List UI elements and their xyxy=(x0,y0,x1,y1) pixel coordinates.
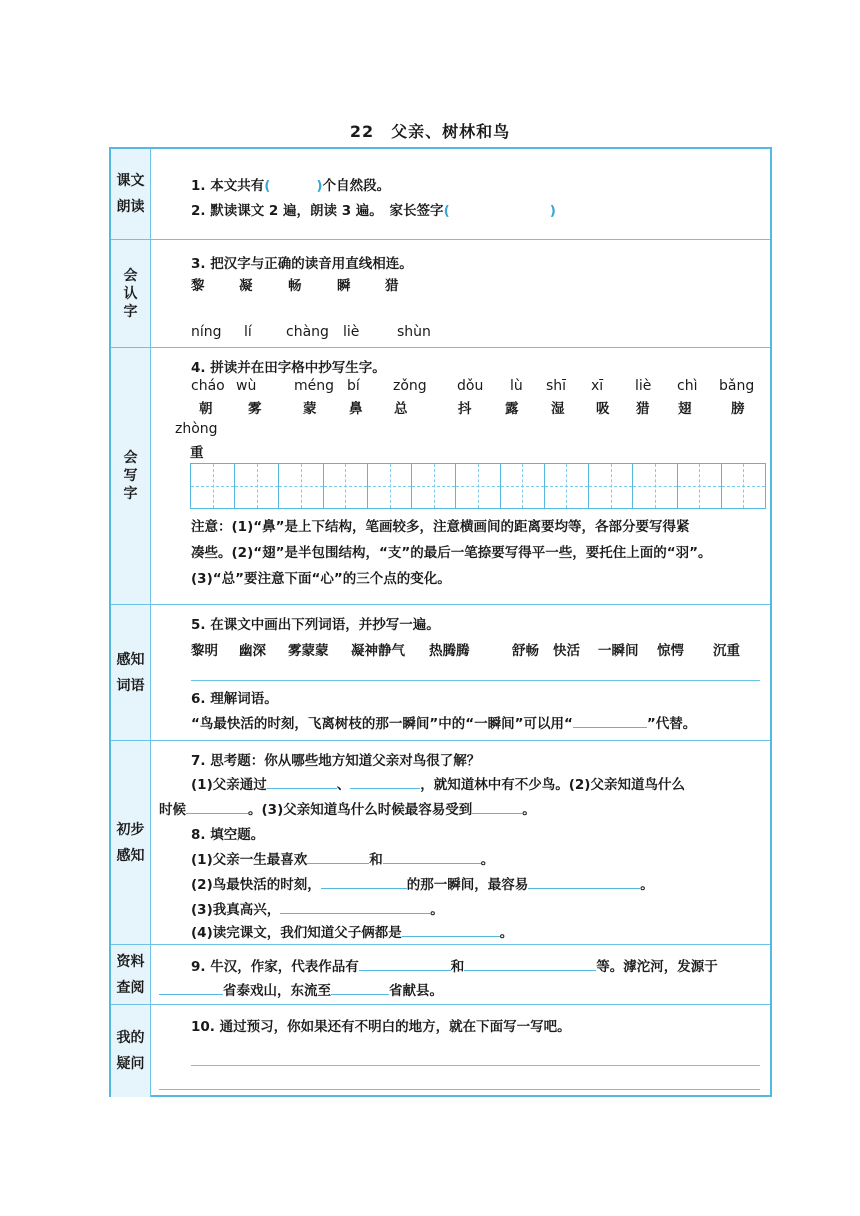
answer-blank[interactable] xyxy=(383,849,481,864)
hanzi-char: 鼻 xyxy=(349,401,363,417)
question-10: 10. 通过预习，你如果还有不明白的地方，就在下面写一写吧。 xyxy=(191,1019,571,1035)
hanzi-char: 雾 xyxy=(248,401,262,417)
hanzi-char: 黎 xyxy=(191,278,205,294)
answer-blank[interactable] xyxy=(528,874,640,889)
tianzige-cell[interactable] xyxy=(412,464,456,508)
answer-blank[interactable] xyxy=(280,899,430,914)
pinyin: níng xyxy=(191,324,222,340)
section-words xyxy=(111,604,770,740)
tianzige-cell[interactable] xyxy=(678,464,722,508)
pinyin: liè xyxy=(343,324,360,340)
pinyin-zhong: zhòng xyxy=(175,421,218,437)
vocab-word: 沉重 xyxy=(713,643,740,659)
section-reading xyxy=(111,149,770,239)
tianzige-grid[interactable] xyxy=(190,463,766,509)
section-reference xyxy=(111,944,770,1004)
pinyin: dǒu xyxy=(457,378,484,394)
question-8-2: (2)鸟最快活的时刻， 的那一瞬间，最容易 。 xyxy=(191,873,654,893)
vocab-word: 黎明 xyxy=(191,643,218,659)
tianzige-cell[interactable] xyxy=(279,464,323,508)
pinyin: wù xyxy=(236,378,257,394)
question-2: 2. 默读课文 2 遍，朗读 3 遍。 家长签字( ) xyxy=(191,203,556,219)
question-7-line-1: (1)父亲通过 、 ，就知道林中有不少鸟。(2)父亲知道鸟什么 xyxy=(191,773,685,793)
question-6: 6. 理解词语。 xyxy=(191,691,278,707)
hanzi-char: 瞬 xyxy=(337,278,351,294)
hanzi-char: 翅 xyxy=(678,401,692,417)
question-6-text: “鸟最快活的时刻，飞离树枝的那一瞬间”中的“一瞬间”可以用“ ”代替。 xyxy=(191,712,696,732)
answer-line[interactable] xyxy=(191,1065,760,1066)
hanzi-char: 猎 xyxy=(385,278,399,294)
pinyin: shī xyxy=(546,378,567,394)
note-line-1: 注意：(1)“鼻”是上下结构，笔画较多，注意横画间的距离要均等，各部分要写得紧 xyxy=(191,519,690,535)
tianzige-cell[interactable] xyxy=(191,464,235,508)
section-label: 会写字 xyxy=(111,348,151,604)
vocab-word: 热腾腾 xyxy=(429,643,470,659)
pinyin: chàng xyxy=(286,324,329,340)
pinyin: méng xyxy=(294,378,335,394)
question-1: 1. 本文共有( )个自然段。 xyxy=(191,178,391,194)
section-label: 资料查阅 xyxy=(111,945,151,1004)
question-8-1: (1)父亲一生最喜欢 和 。 xyxy=(191,848,494,868)
answer-blank[interactable] xyxy=(331,980,389,995)
vocab-word: 惊愕 xyxy=(657,643,684,659)
hanzi-char: 朝 xyxy=(199,401,213,417)
char-zhong: 重 xyxy=(190,445,204,461)
answer-blank[interactable] xyxy=(464,956,596,971)
section-label: 课文朗读 xyxy=(111,149,151,239)
answer-blank[interactable] xyxy=(472,799,522,814)
tianzige-cell[interactable] xyxy=(235,464,279,508)
answer-line[interactable] xyxy=(191,680,760,681)
answer-blank[interactable] xyxy=(267,774,337,789)
section-perception xyxy=(111,740,770,944)
section-questions xyxy=(111,1004,770,1097)
pinyin: bǎng xyxy=(719,378,755,394)
hanzi-char: 湿 xyxy=(551,401,565,417)
pinyin: shùn xyxy=(397,324,431,340)
pinyin: liè xyxy=(635,378,652,394)
question-7: 7. 思考题：你从哪些地方知道父亲对鸟很了解？ xyxy=(191,753,481,769)
hanzi-char: 畅 xyxy=(288,278,302,294)
section-label: 感知词语 xyxy=(111,605,151,740)
note-line-2: 凑些。(2)“翅”是半包围结构，“支”的最后一笔捺要写得平一些，要托住上面的“羽”。 xyxy=(191,545,712,561)
hanzi-char: 蒙 xyxy=(303,401,317,417)
section-recognize xyxy=(111,239,770,347)
vocab-word: 凝神静气 xyxy=(351,643,405,659)
question-5: 5. 在课文中画出下列词语，并抄写一遍。 xyxy=(191,617,440,633)
answer-line[interactable] xyxy=(159,1089,760,1090)
tianzige-cell[interactable] xyxy=(368,464,412,508)
hanzi-char: 露 xyxy=(505,401,519,417)
answer-blank[interactable] xyxy=(350,774,420,789)
pinyin: xī xyxy=(591,378,604,394)
question-8-3: (3)我真高兴， 。 xyxy=(191,898,444,918)
vocab-word: 快活 xyxy=(553,643,580,659)
answer-blank[interactable] xyxy=(573,713,647,728)
pinyin: chì xyxy=(677,378,698,394)
question-8: 8. 填空题。 xyxy=(191,827,265,843)
answer-blank[interactable] xyxy=(402,922,500,937)
section-write xyxy=(111,347,770,604)
answer-blank[interactable] xyxy=(321,874,407,889)
tianzige-cell[interactable] xyxy=(633,464,677,508)
tianzige-cell[interactable] xyxy=(589,464,633,508)
hanzi-char: 猎 xyxy=(636,401,650,417)
page-title: 22 父亲、树林和鸟 xyxy=(349,122,511,141)
hanzi-char: 抖 xyxy=(458,401,472,417)
vocab-word: 幽深 xyxy=(239,643,266,659)
tianzige-cell[interactable] xyxy=(545,464,589,508)
hanzi-char: 吸 xyxy=(596,401,610,417)
question-4: 4. 拼读并在田字格中抄写生字。 xyxy=(191,360,386,376)
question-8-4: (4)读完课文，我们知道父子俩都是 。 xyxy=(191,921,513,941)
vocab-word: 一瞬间 xyxy=(598,643,639,659)
section-label: 我的疑问 xyxy=(111,1005,151,1097)
answer-blank[interactable] xyxy=(307,849,369,864)
answer-blank[interactable] xyxy=(359,956,451,971)
section-label: 初步感知 xyxy=(111,741,151,944)
hanzi-char: 凝 xyxy=(239,278,253,294)
vocab-word: 舒畅 xyxy=(512,643,539,659)
tianzige-cell[interactable] xyxy=(324,464,368,508)
hanzi-char: 总 xyxy=(394,401,408,417)
hanzi-char: 膀 xyxy=(731,401,745,417)
worksheet-table xyxy=(109,147,772,1097)
answer-blank[interactable] xyxy=(159,980,223,995)
pinyin: lí xyxy=(244,324,252,340)
vocab-word: 雾蒙蒙 xyxy=(288,643,329,659)
tianzige-cell[interactable] xyxy=(501,464,545,508)
answer-blank[interactable] xyxy=(186,799,248,814)
question-7-line-2: 时候 。(3)父亲知道鸟什么时候最容易受到 。 xyxy=(159,798,536,818)
pinyin: zǒng xyxy=(393,378,427,394)
note-line-3: (3)“总”要注意下面“心”的三个点的变化。 xyxy=(191,571,451,587)
question-3: 3. 把汉字与正确的读音用直线相连。 xyxy=(191,256,413,272)
tianzige-cell[interactable] xyxy=(722,464,765,508)
question-9-line-1: 9. 牛汉，作家，代表作品有 和 等。滹沱河，发源于 xyxy=(191,955,718,975)
tianzige-cell[interactable] xyxy=(456,464,500,508)
question-9-line-2: 省泰戏山，东流至 省献县。 xyxy=(159,979,443,999)
pinyin: cháo xyxy=(191,378,225,394)
pinyin: lù xyxy=(510,378,523,394)
pinyin: bí xyxy=(347,378,360,394)
section-label: 会认字 xyxy=(111,240,151,347)
